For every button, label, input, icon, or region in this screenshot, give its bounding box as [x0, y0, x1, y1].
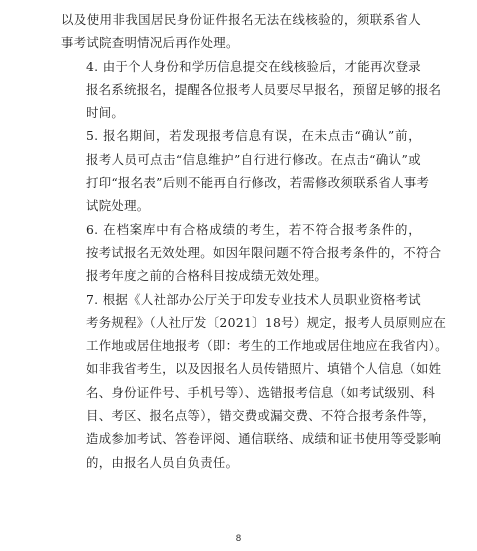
- paragraph-item-4: [61, 55, 442, 125]
- text-line: 的，由报名人员自负责任。: [86, 454, 239, 470]
- page-number: 8: [235, 534, 242, 544]
- text-line: 造成参加考试、答卷评阅、通信联络、成绩和证书使用等受影响: [86, 431, 442, 447]
- text-line: 目、考区、报名点等），错交费或漏交费、不符合报考条件等，: [86, 408, 436, 424]
- text-line: 考务规程》（人社厅发〔2021〕18号）规定，报考人员原则应在: [86, 314, 447, 330]
- text-line: 报名系统报名，提醒各位报考人员要尽早报名，预留足够的报名: [86, 81, 442, 97]
- text-line: 5. 报名期间，若发现报考信息有误，在未点击“确认”前，: [86, 128, 421, 144]
- text-line: 如非我省考生，以及因报名人员传错照片、填错个人信息（如姓: [86, 361, 442, 377]
- text-line: 按考试报名无效处理。如因年限问题不符合报考条件的，不符合: [86, 244, 442, 260]
- text-line: 6. 在档案库中有合格成绩的考生，若不符合报考条件的，: [86, 221, 421, 237]
- paragraph-item-6: [61, 218, 442, 288]
- text-line: 4. 由于个人身份和学历信息提交在线核验后，才能再次登录: [86, 58, 421, 74]
- paragraph-item-7: [61, 288, 448, 474]
- text-line: 时间。: [86, 105, 125, 121]
- text-line: 打印“报名表”后则不能再自行修改，若需修改须联系省人事考: [86, 175, 430, 191]
- text-line: 工作地或居住地报考（即：考生的工作地或居住地应在我省内）。: [86, 338, 448, 354]
- paragraph-item-5: [61, 124, 430, 217]
- text-line: 报考年度之前的合格科目按成绩无效处理。: [86, 268, 328, 284]
- document-body: [61, 8, 448, 474]
- text-line: 事考试院查明情况后再作处理。: [61, 35, 239, 51]
- text-line: 7. 根据《人社部办公厅关于印发专业技术人员职业资格考试: [86, 291, 421, 307]
- text-line: 名、身份证件号、手机号等）、选错报考信息（如考试级别、科: [86, 384, 436, 400]
- paragraph-verification-note: [61, 8, 421, 55]
- text-line: 报考人员可点击“信息维护”自行进行修改。在点击“确认”或: [86, 151, 421, 167]
- text-line: 试院处理。: [86, 198, 150, 214]
- text-line: 以及使用非我国居民身份证件报名无法在线核验的，须联系省人: [61, 12, 421, 27]
